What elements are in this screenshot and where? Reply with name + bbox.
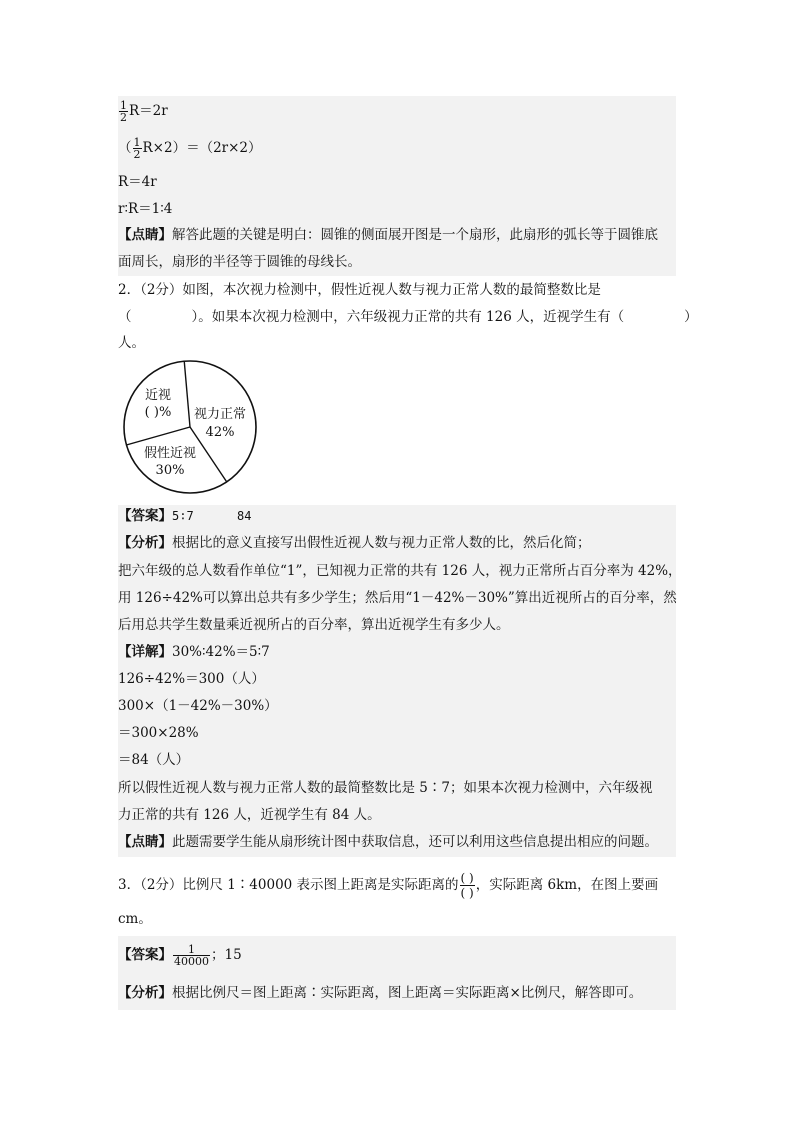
dianjing-1-line-1: 【点睛】解答此题的关键是明白：圆锥的侧面展开图是一个扇形，此扇形的弧长等于圆锥底: [118, 227, 658, 243]
eq-line-4: r∶R＝1∶4: [118, 201, 173, 217]
dianjing-tag: 【点睛】: [118, 227, 172, 243]
dianjing-1-line-2: 面周长，扇形的半径等于圆锥的母线长。: [118, 254, 361, 270]
slice-value-zhengchang: 42%: [205, 425, 235, 440]
q2-conclusion-line-2: 力正常的共有 126 人，近视学生有 84 人。: [118, 807, 381, 823]
pie-chart: [120, 360, 260, 494]
eq-line-1: $\frac{1}{2}$ R＝2r: [120, 99, 168, 124]
slice-label-zhengchang: 视力正常: [193, 407, 247, 422]
slice-value-jiaxing: 30%: [155, 463, 185, 478]
q2-fenxi-line-3: 用 126÷42%可以算出总共有多少学生；然后用“1－42%－30%”算出近视所占的百分率，然: [118, 590, 677, 606]
q2-line-1: 2．（2分）如图，本次视力检测中，假性近视人数与视力正常人数的最简整数比是: [118, 282, 601, 298]
dianjing-tag: 【点睛】: [118, 834, 172, 850]
q2-line-2: （ ）。如果本次视力检测中，六年级视力正常的共有 126 人，近视学生有（ ）: [118, 309, 698, 325]
q2-fenxi-line-2: 把六年级的总人数看作单位“1”，已知视力正常的共有 126 人，视力正常所占百分率为 42%，: [118, 563, 682, 579]
q2-fenxi-line-4: 后用总共学生数量乘近视所占的百分率，算出近视学生有多少人。: [118, 617, 510, 633]
xiangjie-tag: 【详解】: [118, 644, 172, 660]
q3-line-2: cm。: [118, 911, 152, 927]
slice-value-jinshi: ( )%: [144, 405, 172, 420]
q2-dianjing: 【点睛】此题需要学生能从扇形统计图中获取信息，还可以利用这些信息提出相应的问题。: [118, 834, 658, 850]
q2-line-3: 人。: [118, 335, 145, 351]
q3-line-1: 3．（2分）比例尺 1∶40000 表示图上距离是实际距离的 $\frac{( )}{( )}$ ，实际距离 6km，在图上要画: [118, 871, 659, 900]
answer-tag: 【答案】: [118, 508, 172, 524]
q2-answer: 【答案】5∶7 84: [118, 508, 252, 524]
q2-fenxi-line-1: 【分析】根据比的意义直接写出假性近视人数与视力正常人数的比，然后化简；: [118, 535, 591, 551]
eq-line-2: （ $\frac{1}{2}$ R×2）＝（2r×2）: [118, 136, 262, 161]
q2-xiangjie-line-2: 126÷42%＝300（人）: [118, 671, 265, 687]
q3-answer: 【答案】 $\frac{1}{40000}$ ；15: [118, 943, 242, 968]
answer-fraction: $\frac{1}{40000}$: [174, 943, 209, 968]
slice-label-jinshi: 近视: [144, 388, 172, 403]
q2-xiangjie-line-3: 300×（1－42%－30%）: [118, 698, 278, 714]
blank-fraction: $\frac{( )}{( )}$: [460, 871, 474, 900]
fraction-half: $\frac{1}{2}$: [133, 136, 141, 161]
q3-fenxi: 【分析】根据比例尺＝图上距离∶实际距离，图上距离＝实际距离×比例尺，解答即可。: [118, 985, 643, 1001]
solution-band-1: [118, 96, 676, 276]
q2-conclusion-line-1: 所以假性近视人数与视力正常人数的最简整数比是 5∶7；如果本次视力检测中，六年级视: [118, 780, 653, 796]
q2-xiangjie-line-4: ＝300×28%: [118, 725, 199, 741]
answer-tag: 【答案】: [118, 947, 172, 963]
q2-xiangjie-line-1: 【详解】30%∶42%＝5∶7: [118, 644, 270, 660]
fenxi-tag: 【分析】: [118, 985, 172, 1001]
q2-xiangjie-line-5: ＝84（人）: [118, 752, 190, 768]
eq-line-3: R＝4r: [118, 174, 157, 190]
fraction-half: $\frac{1}{2}$: [120, 99, 127, 124]
slice-label-jiaxing: 假性近视: [143, 446, 197, 461]
fenxi-tag: 【分析】: [118, 535, 172, 551]
